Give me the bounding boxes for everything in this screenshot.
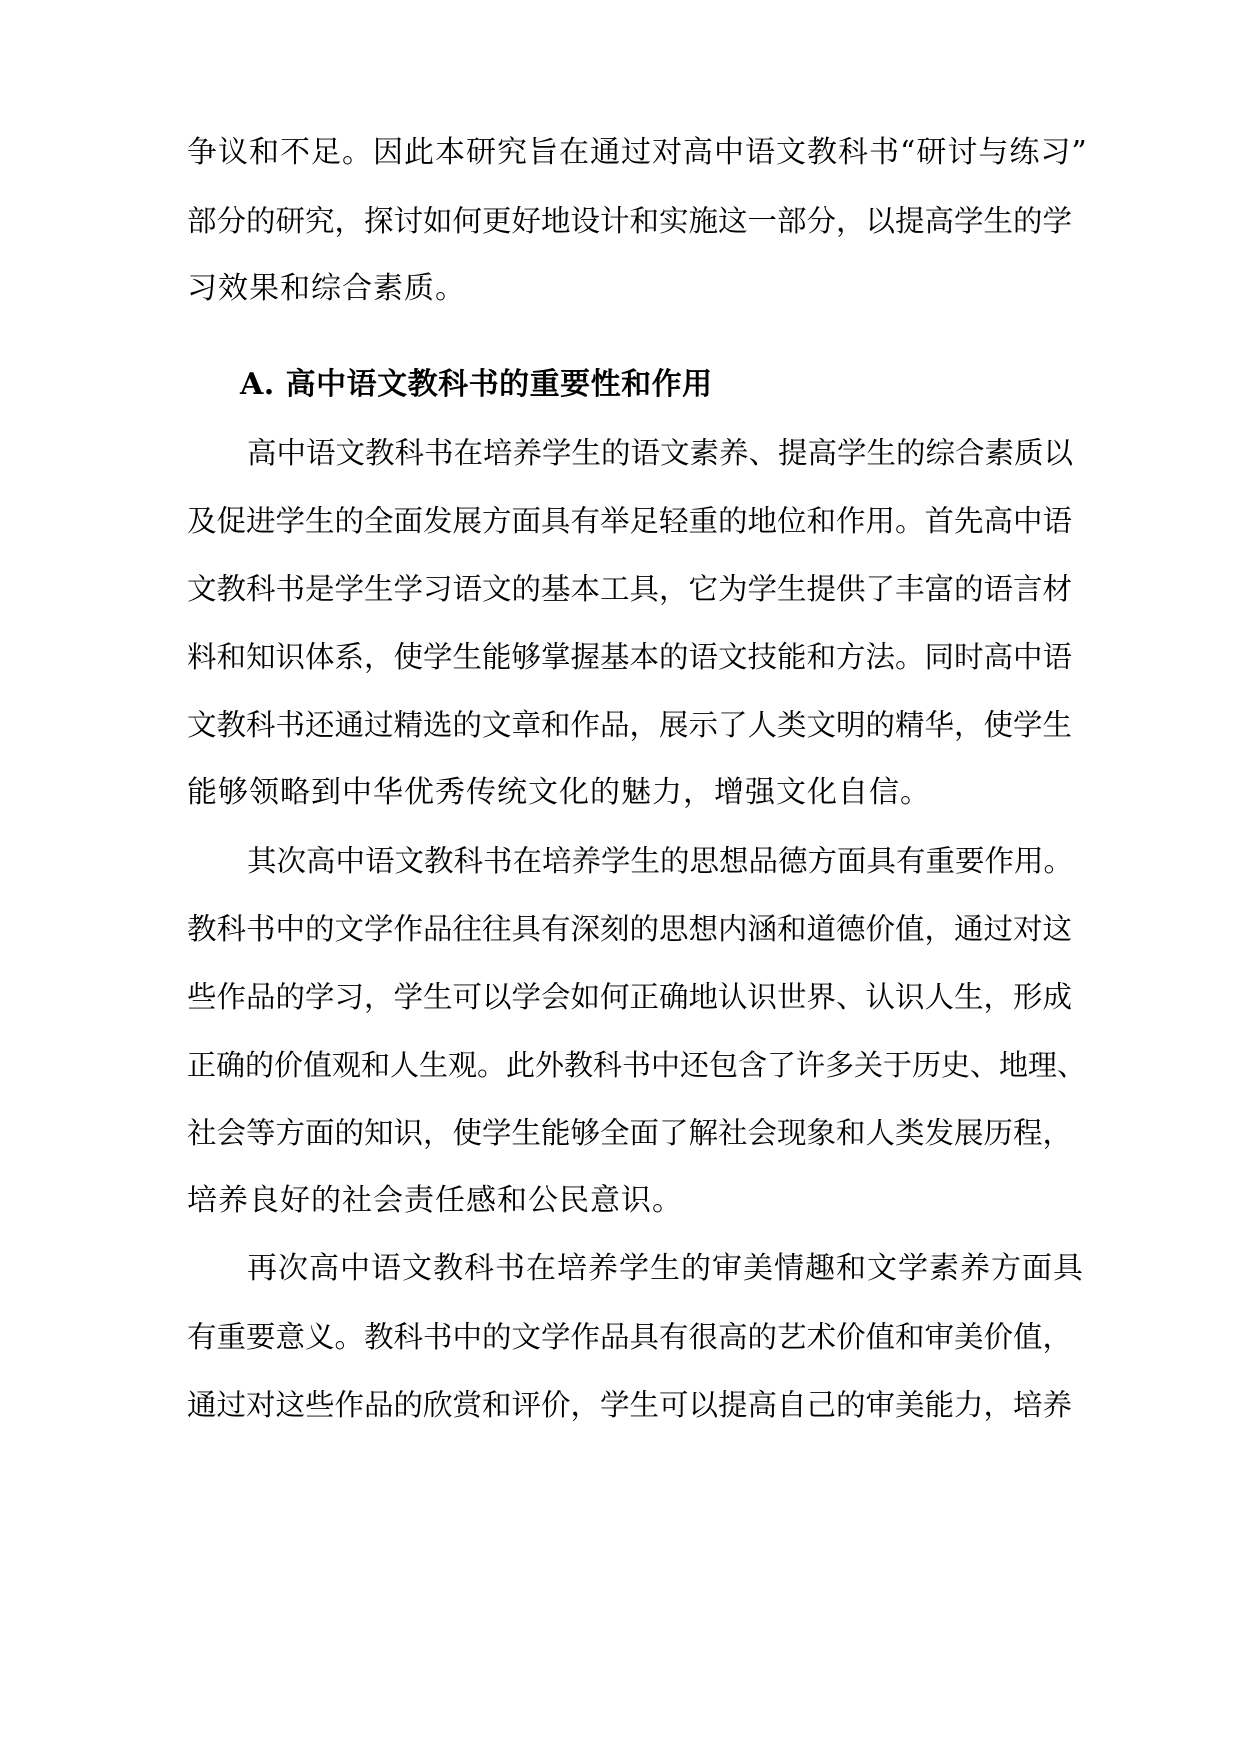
paragraph-1-line-6: 能够领略到中华优秀传统文化的魅力，增强文化自信。 [187,775,931,810]
paragraph-2-line-3: 些作品的学习，学生可以学会如何正确地认识世界、认识人生，形成 [187,980,1073,1014]
intro-line-1: 争议和不足。因此本研究旨在通过对高中语文教科书“研讨与练习” [187,135,1088,170]
paragraph-2-line-2: 教科书中的文学作品往往具有深刻的思想内涵和道德价值，通过对这 [187,912,1073,946]
paragraph-2-line-4: 正确的价值观和人生观。此外教科书中还包含了许多关于历史、地理、 [187,1048,1087,1082]
intro-line-3: 习效果和综合素质。 [187,271,466,306]
paragraph-1-line-2: 及促进学生的全面发展方面具有举足轻重的地位和作用。首先高中语 [187,504,1073,538]
paragraph-2-line-5: 社会等方面的知识，使学生能够全面了解社会现象和人类发展历程， [187,1116,1073,1150]
paragraph-3-line-2: 有重要意义。教科书中的文学作品具有很高的艺术价值和审美价值， [187,1320,1073,1354]
paragraph-1-line-4: 料和知识体系，使学生能够掌握基本的语文技能和方法。同时高中语 [187,640,1073,674]
paragraph-2-line-1: 其次高中语文教科书在培养学生的思想品德方面具有重要作用。 [247,844,1074,878]
section-heading: A. 高中语文教科书的重要性和作用 [240,367,713,402]
paragraph-1-line-3: 文教科书是学生学习语文的基本工具，它为学生提供了丰富的语言材 [187,572,1073,606]
intro-line-2: 部分的研究，探讨如何更好地设计和实施这一部分，以提高学生的学 [187,204,1073,238]
paragraph-2-line-6: 培养良好的社会责任感和公民意识。 [187,1183,683,1218]
paragraph-3-line-1: 再次高中语文教科书在培养学生的审美情趣和文学素养方面具 [247,1251,1084,1286]
paragraph-1-line-5: 文教科书还通过精选的文章和作品，展示了人类文明的精华，使学生 [187,708,1073,742]
paragraph-1-line-1: 高中语文教科书在培养学生的语文素养、提高学生的综合素质以 [247,436,1074,470]
paragraph-3-line-3: 通过对这些作品的欣赏和评价，学生可以提高自己的审美能力，培养 [187,1388,1073,1422]
